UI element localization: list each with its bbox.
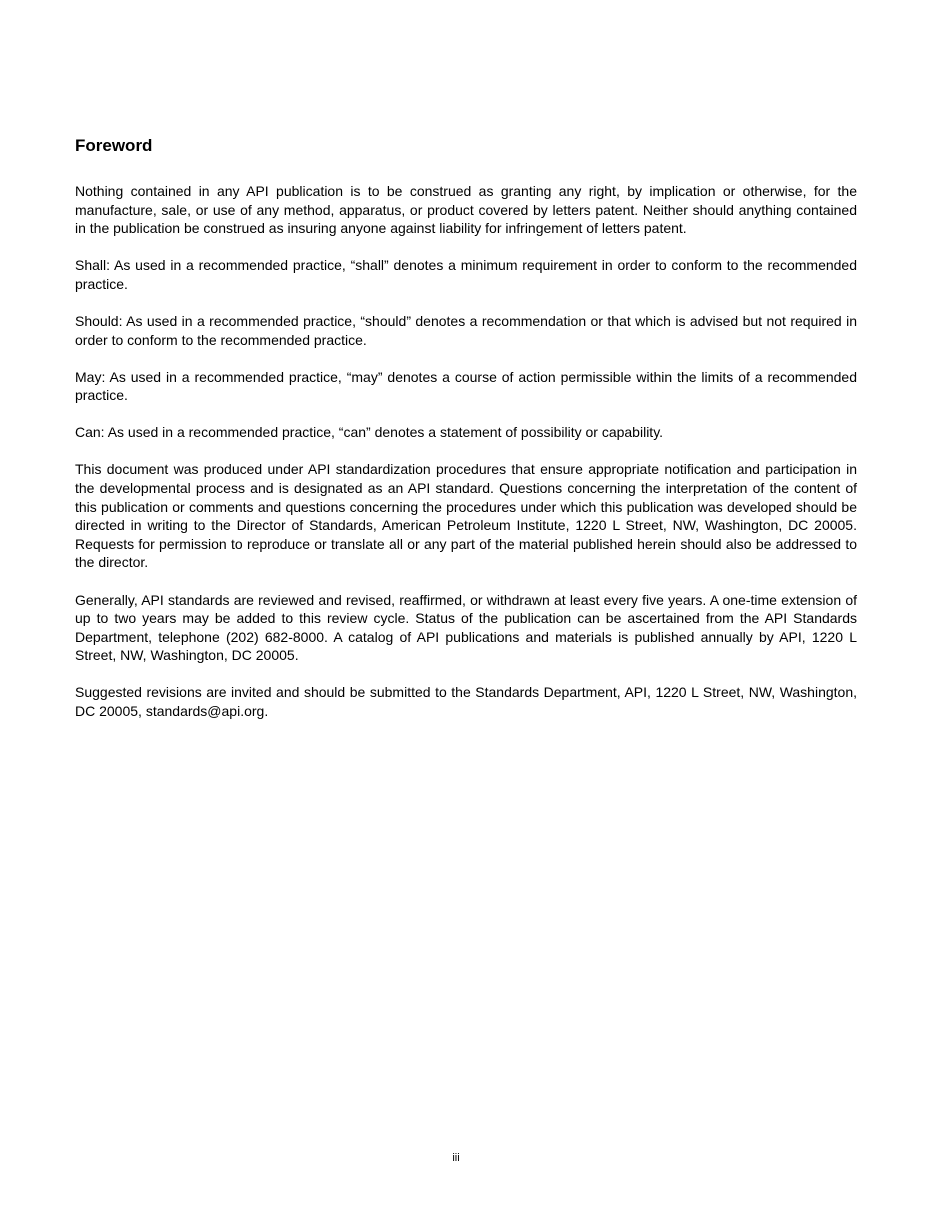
paragraph-may-definition: May: As used in a recommended practice, “may” denotes a course of action permissible within the limits of a recommended practice. <box>75 368 857 404</box>
paragraph-suggested-revisions: Suggested revisions are invited and should be submitted to the Standards Department, API, 1220 L Street, NW, Washington, DC 20005, standards@api.org. <box>75 684 857 719</box>
paragraph-review-cycle: Generally, API standards are reviewed and revised, reaffirmed, or withdrawn at least every five years. A one-time extension of up to two years may be added to this review cycle. Status of the publication can be ascertained from the API Standards Department, telephone (202) 682-8000. A catalog of API publications and materials is published annually by API, 1220 L Street, NW, Washington, DC 20005. <box>75 591 857 664</box>
paragraph-patent-disclaimer: Nothing contained in any API publication is to be construed as granting any right, by implication or otherwise, for the manufacture, sale, or use of any method, apparatus, or product covered by letters patent. Neither should anything contained in the publication be construed as insuring anyone against liability for infringement of letters patent. <box>75 183 857 237</box>
paragraph-shall-definition: Shall: As used in a recommended practice, “shall” denotes a minimum requirement in order to conform to the recommended practice. <box>75 257 857 292</box>
page-title: Foreword <box>75 136 153 155</box>
page-content <box>75 134 857 739</box>
paragraph-can-definition: Can: As used in a recommended practice, “can” denotes a statement of possibility or capability. <box>75 424 664 441</box>
page-number: iii <box>452 1152 460 1164</box>
paragraph-should-definition: Should: As used in a recommended practice, “should” denotes a recommendation or that which is advised but not required in order to conform to the recommended practice. <box>75 312 857 348</box>
paragraph-standardization-procedures: This document was produced under API standardization procedures that ensure appropriate notification and participation in the developmental process and is designated as an API standard. Questions concerning the interpretation of the content of this publication or comments and questions concerning the procedures under which this publication was developed should be directed in writing to the Director of Standards, American Petroleum Institute, 1220 L Street, NW, Washington, DC 20005. Requests for permission to reproduce or translate all or any part of the material published herein should also be addressed to the director. <box>75 461 857 571</box>
